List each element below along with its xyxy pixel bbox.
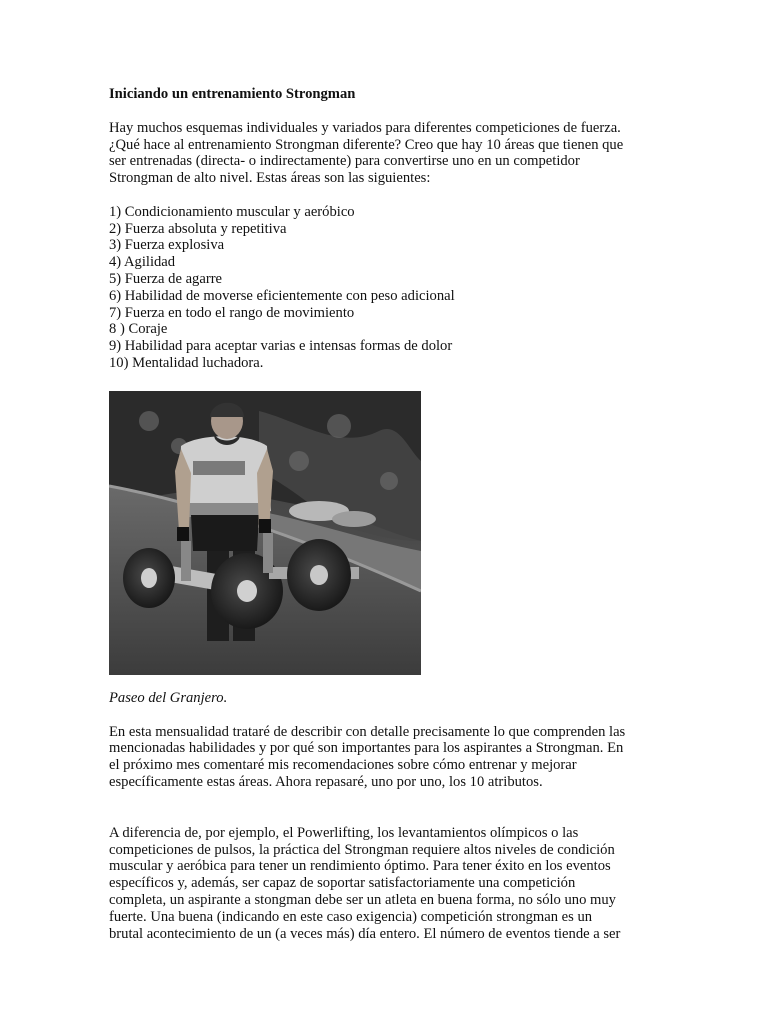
paragraph-line: A diferencia de, por ejemplo, el Powerlifting, los levantamientos olímpicos o las (109, 824, 579, 841)
paragraph-line: fuerte. Una buena (indicando en este caso exigencia) competición strongman es un (109, 908, 593, 925)
list-item: 1) Condicionamiento muscular y aeróbico (109, 203, 355, 220)
intro-line: Hay muchos esquemas individuales y variados para diferentes competiciones de fuerza. (109, 119, 621, 136)
list-item: 6) Habilidad de moverse eficientemente con peso adicional (109, 287, 455, 304)
document-body (109, 86, 669, 942)
paragraph-line: mencionadas habilidades y por qué son importantes para los aspirantes a Strongman. En (109, 740, 624, 757)
list-item: 2) Fuerza absoluta y repetitiva (109, 220, 287, 237)
intro-line: Strongman de alto nivel. Estas áreas son las siguientes: (109, 170, 431, 187)
photo-caption: Paseo del Granjero. (109, 689, 228, 706)
areas-list (109, 204, 669, 372)
paragraph-line: específicos y, además, ser capaz de soportar satisfactoriamente una competición (109, 875, 576, 892)
list-item: 10) Mentalidad luchadora. (109, 354, 264, 371)
article-title: Iniciando un entrenamiento Strongman (109, 86, 356, 102)
paragraph-line: En esta mensualidad trataré de describir con detalle precisamente lo que comprenden las (109, 723, 626, 740)
list-item: 8 ) Coraje (109, 321, 168, 338)
paragraph-2 (109, 724, 669, 791)
paragraph-line: competiciones de pulsos, la práctica del Strongman requiere altos niveles de condición (109, 841, 615, 858)
paragraph-line: muscular y aeróbica para tener un rendimiento óptimo. Para tener éxito en los eventos (109, 858, 611, 875)
paragraph-line: específicamente estas áreas. Ahora repasaré, uno por uno, los 10 atributos. (109, 773, 543, 790)
intro-line: ¿Qué hace al entrenamiento Strongman diferente? Creo que hay 10 áreas que tienen que (109, 136, 624, 153)
list-item: 9) Habilidad para aceptar varias e intensas formas de dolor (109, 338, 453, 355)
intro-paragraph (109, 120, 669, 187)
paragraph-line: brutal acontecimiento de un (a veces más) día entero. El número de eventos tiende a ser (109, 925, 621, 942)
paragraph-line: completa, un aspirante a stongman debe ser un atleta en buena forma, no sólo uno muy (109, 891, 616, 908)
list-item: 5) Fuerza de agarre (109, 270, 223, 287)
paragraph-3 (109, 825, 669, 943)
list-item: 7) Fuerza en todo el rango de movimiento (109, 304, 355, 321)
list-item: 3) Fuerza explosiva (109, 237, 225, 254)
paragraph-line: el próximo mes comentaré mis recomendaciones sobre cómo entrenar y mejorar (109, 757, 577, 774)
farmers-walk-photo (109, 391, 421, 675)
list-item: 4) Agilidad (109, 254, 176, 271)
intro-line: ser entrenadas (directa- o indirectamente) para convertirse uno en un competidor (109, 153, 580, 170)
